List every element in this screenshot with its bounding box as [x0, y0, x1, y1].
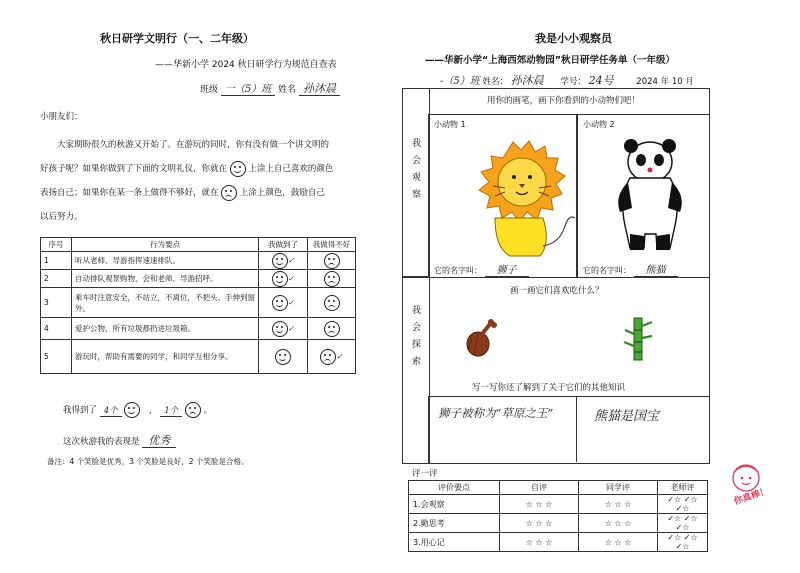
- performance-line: [63, 432, 176, 448]
- got-line: 我得到了 4个 ， 1个 。: [63, 402, 212, 418]
- star-rating-icon: ☆ ☆ ☆: [579, 514, 658, 533]
- note: 备注：4 个笑脸是优秀，3 个笑脸是良好，2 个笑脸是合格。: [47, 457, 249, 466]
- right-title: 我是小小观察员: [535, 32, 612, 45]
- animal1-name-line: [434, 261, 529, 276]
- got-smile-count: 4个: [100, 406, 122, 417]
- star-rating-icon: ☆ ☆ ☆: [579, 495, 658, 514]
- table-row: [409, 514, 708, 533]
- col-header-behavior: 行为要点: [72, 238, 259, 252]
- star-rating-icon: ✓☆ ✓☆ ✓☆: [658, 514, 708, 533]
- smile-face-icon: [230, 161, 246, 177]
- greeting: 小朋友们：: [40, 112, 83, 122]
- observe-prompt: 用你的画笔，画下你看到的小动物们吧！: [487, 96, 641, 106]
- date-text: 2024 年 10 月: [636, 77, 694, 87]
- animal1-label: 小动物 1: [434, 120, 466, 129]
- name-prompt: 它的名字叫：: [434, 266, 482, 275]
- animal2-label: 小动物 2: [583, 120, 615, 129]
- class-name-line: [200, 80, 340, 96]
- animal1-name: 狮子: [485, 265, 529, 277]
- eval-header-self: 自评: [500, 481, 579, 495]
- table-header-row: [409, 481, 708, 495]
- eval-header-peer: 同学评: [579, 481, 658, 495]
- eval-header-point: 评价要点: [409, 481, 500, 495]
- table-header-row: [41, 238, 356, 252]
- student-no-label: 学号：: [560, 77, 586, 87]
- star-rating-icon: ✓☆ ✓☆ ✓☆: [658, 495, 708, 514]
- lion-drawing: [465, 138, 580, 263]
- explore-side-label: 我会探索: [410, 305, 420, 373]
- bamboo-drawing: [622, 316, 654, 362]
- intro-line-1: 大家期盼很久的秋游又开始了。在游玩的同时，你有没有做一个讲文明的: [57, 140, 330, 150]
- behavior-table: [40, 237, 356, 374]
- frown-face-icon: [320, 349, 336, 365]
- right-name-label: 姓名：: [482, 77, 508, 87]
- smile-face-icon: [272, 253, 288, 269]
- class-value: 一（5）班: [221, 84, 275, 96]
- table-row: [409, 495, 708, 514]
- stamp-text: 你真棒！: [732, 486, 771, 508]
- col-header-done: 我做到了: [259, 238, 308, 252]
- class-label: 班级: [200, 85, 219, 95]
- left-title: 秋日研学文明行（一、二年级）: [100, 32, 254, 45]
- right-class-value: -（5）班: [440, 76, 480, 87]
- table-row: 4 爱护公物，所有垃圾都扔进垃圾箱。 ✓: [41, 318, 356, 340]
- intro-line-4: 以后努力。: [40, 212, 83, 222]
- table-row: [409, 533, 708, 552]
- table-row: 5 游玩时，帮助有需要的同学，和同学互相分享。 ✓: [41, 340, 356, 374]
- student-info-line: [440, 72, 694, 88]
- right-subtitle: ——华新小学“上海西郊动物园”秋日研学任务单（一年级）: [425, 55, 675, 66]
- intro-line-2: 好孩子呢？如果你做到了下面的文明礼仪，你就在 上涂上自己喜欢的颜色: [40, 157, 370, 181]
- smile-face-icon: [272, 271, 288, 287]
- food-prompt: 画一画它们喜欢吃什么？: [510, 286, 604, 296]
- smile-face-icon: [275, 349, 291, 365]
- smile-face-icon: [124, 402, 140, 418]
- intro-line-3: 表扬自己；如果你在某一条上做得不够好，就在 上涂上颜色，鼓励自己: [40, 181, 370, 205]
- smile-face-icon: [272, 321, 288, 337]
- fact1: 狮子被称为“草原之王”: [438, 406, 554, 420]
- frown-face-icon: [185, 402, 201, 418]
- smile-face-icon: [272, 295, 288, 311]
- drumstick-drawing: [462, 318, 498, 360]
- frown-face-icon: [324, 321, 340, 337]
- animal2-name-line: [583, 261, 678, 276]
- eval-row-label: 2.勤思考: [409, 514, 500, 533]
- eval-row-label: 1.会观察: [409, 495, 500, 514]
- star-rating-icon: ☆ ☆ ☆: [500, 495, 579, 514]
- star-rating-icon: ☆ ☆ ☆: [579, 533, 658, 552]
- name-label: 姓名: [278, 85, 297, 95]
- col-header-no: 序号: [41, 238, 72, 252]
- fact-divider: [576, 396, 577, 462]
- star-rating-icon: ☆ ☆ ☆: [500, 533, 579, 552]
- left-subtitle: ——华新小学 2024 秋日研学行为规范自查表: [155, 60, 337, 70]
- know-prompt: 写一写你还了解到了关于它们的其他知识: [472, 383, 626, 393]
- eval-table: [408, 480, 708, 552]
- got-label: 我得到了: [63, 405, 98, 416]
- star-rating-icon: ✓☆ ✓☆ ✓☆: [658, 533, 708, 552]
- col-header-not-done: 我做得不好: [308, 238, 356, 252]
- performance-label: 这次秋游我的表现是: [63, 437, 140, 447]
- frown-face-icon: [324, 295, 340, 311]
- frown-face-icon: [324, 253, 340, 269]
- eval-header-teacher: 老师评: [658, 481, 708, 495]
- table-row: 1 听从老师、导游指挥速速排队。 ✓: [41, 252, 356, 270]
- name-value: 孙沐晨: [299, 82, 340, 96]
- student-no-value: 24号: [588, 74, 614, 87]
- panda-drawing: [610, 138, 690, 263]
- star-rating-icon: ☆ ☆ ☆: [500, 514, 579, 533]
- performance-value: 优秀: [142, 434, 176, 448]
- animal2-name: 熊猫: [634, 265, 678, 277]
- table-row: 3 乘车时注意安全，不站立，不离位，不把头、手伸到窗外。 ✓: [41, 288, 356, 318]
- name-prompt: 它的名字叫：: [583, 266, 631, 275]
- frown-face-icon: [221, 185, 237, 201]
- observe-side-label: 我会观察: [410, 138, 420, 206]
- right-name-value: 孙沐晨: [510, 74, 544, 87]
- eval-title: 评一评: [412, 469, 438, 479]
- fact2: 熊猫是国宝: [594, 409, 660, 424]
- got-frown-count: 1个: [160, 406, 182, 417]
- table-row: 2 自动排队观景购物，会和老师、导游招呼。 ✓: [41, 270, 356, 288]
- intro-paragraph: [40, 133, 370, 229]
- frown-face-icon: [324, 271, 340, 287]
- eval-row-label: 3.用心记: [409, 533, 500, 552]
